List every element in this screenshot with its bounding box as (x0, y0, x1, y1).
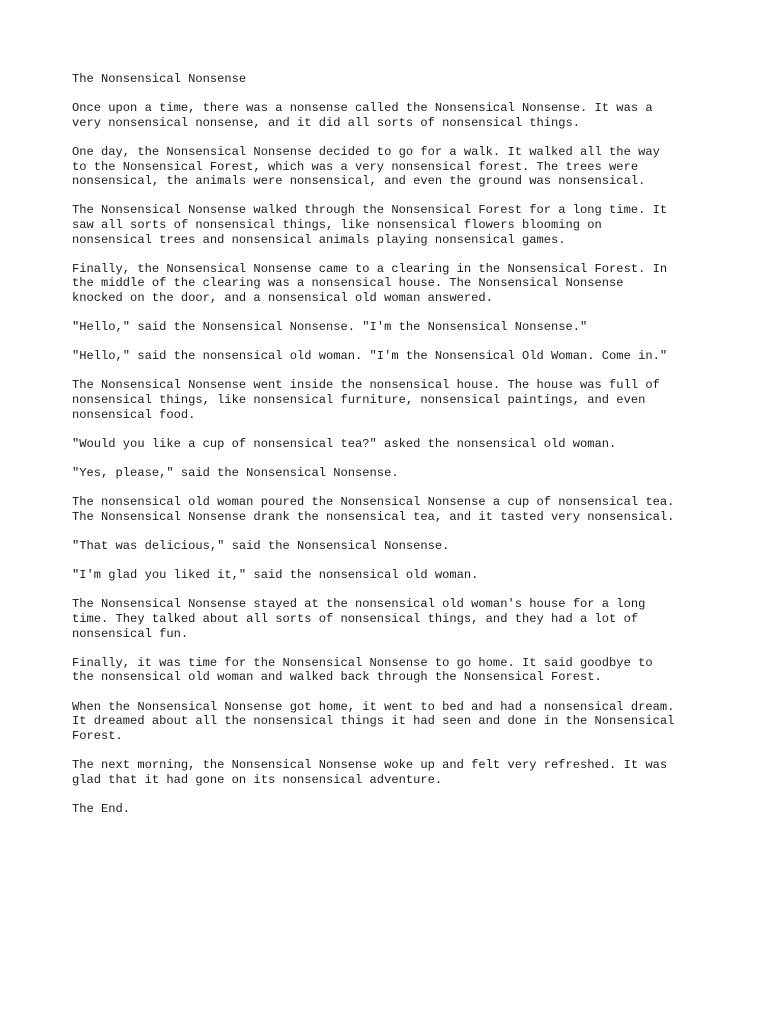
text-line: Forest. (72, 728, 123, 743)
text-line: "That was delicious," said the Nonsensical Nonsense. (72, 539, 450, 553)
paragraph (72, 262, 712, 306)
paragraph (72, 700, 712, 744)
text-line: The Nonsensical Nonsense walked through the Nonsensical Forest for a long time. It (72, 203, 668, 218)
paragraph (72, 466, 712, 481)
paragraph (72, 758, 712, 787)
document-page (72, 72, 712, 831)
text-line: Finally, the Nonsensical Nonsense came to a clearing in the Nonsensical Forest. In (72, 261, 668, 276)
text-line: "I'm glad you liked it," said the nonsensical old woman. (72, 568, 479, 583)
text-line: the middle of the clearing was a nonsensical house. The Nonsensical Nonsense (72, 276, 624, 291)
text-line: It dreamed about all the nonsensical things it had seen and done in the Nonsensical (72, 714, 675, 729)
text-line: One day, the Nonsensical Nonsense decided to go for a walk. It walked all the way (72, 144, 660, 159)
text-line: nonsensical, the animals were nonsensical, and even the ground was nonsensical. (72, 174, 646, 189)
paragraph (72, 539, 712, 554)
paragraph (72, 378, 712, 422)
text-line: the nonsensical old woman and walked back through the Nonsensical Forest. (72, 670, 602, 685)
paragraph-the-end (72, 802, 712, 817)
text-line: The End. (72, 801, 131, 816)
text-line: "Yes, please," said the Nonsensical Nonsense. (72, 466, 399, 481)
text-line: When the Nonsensical Nonsense got home, it went to bed and had a nonsensical dream. (72, 699, 675, 714)
text-line: nonsensical food. (72, 407, 196, 422)
paragraph (72, 495, 712, 524)
text-line: nonsensical fun. (72, 626, 189, 641)
text-line: glad that it had gone on its nonsensical adventure. (72, 772, 443, 787)
paragraph (72, 568, 712, 583)
document-title: The Nonsensical Nonsense (72, 72, 247, 86)
paragraph (72, 320, 712, 335)
paragraph (72, 656, 712, 685)
paragraph (72, 349, 712, 364)
text-line: The nonsensical old woman poured the Nonsensical Nonsense a cup of nonsensical tea. (72, 495, 675, 510)
text-line: very nonsensical nonsense, and it did all sorts of nonsensical things. (72, 115, 581, 130)
paragraph (72, 597, 712, 641)
text-line: The Nonsensical Nonsense stayed at the nonsensical old woman's house for a long (72, 597, 646, 612)
paragraph (72, 101, 712, 130)
text-line: knocked on the door, and a nonsensical old woman answered. (72, 290, 493, 305)
text-line: saw all sorts of nonsensical things, like nonsensical flowers blooming on (72, 217, 602, 232)
text-line: nonsensical trees and nonsensical animals playing nonsensical games. (72, 232, 566, 247)
text-line: The Nonsensical Nonsense went inside the nonsensical house. The house was full of (72, 378, 660, 393)
text-line: "Hello," said the Nonsensical Nonsense. "I'm the Nonsensical Nonsense." (72, 320, 588, 335)
paragraph (72, 203, 712, 247)
paragraph (72, 437, 712, 452)
text-line: nonsensical things, like nonsensical furniture, nonsensical paintings, and even (72, 393, 646, 408)
text-line: Finally, it was time for the Nonsensical Nonsense to go home. It said goodbye to (72, 655, 653, 670)
text-line: "Hello," said the nonsensical old woman. "I'm the Nonsensical Old Woman. Come in." (72, 349, 668, 364)
text-line: to the Nonsensical Forest, which was a very nonsensical forest. The trees were (72, 159, 639, 174)
text-line: The Nonsensical Nonsense drank the nonsensical tea, and it tasted very nonsensical. (72, 509, 675, 524)
text-line: The next morning, the Nonsensical Nonsense woke up and felt very refreshed. It was (72, 757, 668, 772)
text-line: "Would you like a cup of nonsensical tea?" asked the nonsensical old woman. (72, 436, 617, 451)
text-line: Once upon a time, there was a nonsense called the Nonsensical Nonsense. It was a (72, 101, 653, 116)
text-line: time. They talked about all sorts of nonsensical things, and they had a lot of (72, 611, 639, 626)
paragraph (72, 145, 712, 189)
